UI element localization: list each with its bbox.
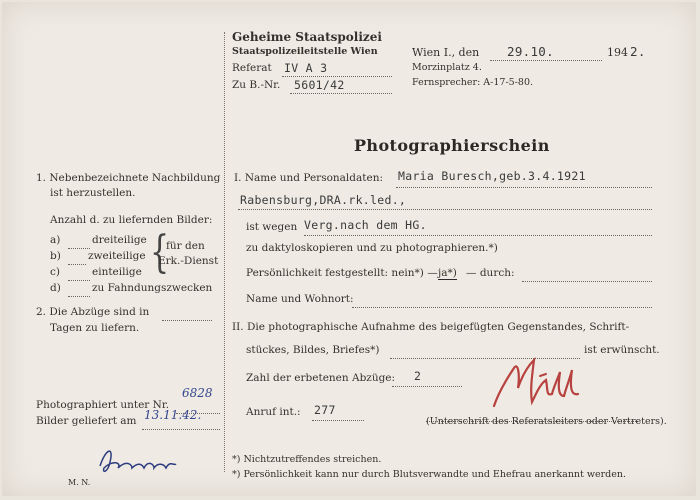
mn-mark: M. N.: [68, 478, 91, 487]
year-digit: 2.: [630, 44, 646, 59]
form-title: Photographierschein: [354, 136, 550, 155]
right-item2-line2a: stückes, Bildes, Briefes*): [246, 344, 380, 356]
option-b-label: zweiteilige: [88, 250, 146, 262]
option-c-letter: c): [50, 266, 60, 278]
identity-dots: [522, 267, 652, 286]
bnr-value: 5601/42: [294, 78, 345, 92]
agency-name: Geheime Staatspolizei: [232, 30, 382, 44]
option-b-letter: b): [50, 250, 61, 262]
left-item1-line1: 1. Nebenbezeichnete Nachbildung: [36, 172, 221, 184]
left-item2-line2: Tagen zu liefern.: [50, 322, 140, 334]
copies-dots: [392, 372, 462, 391]
bnr-label: Zu B.-Nr.: [232, 79, 281, 91]
delivered-label: Bilder geliefert am: [36, 415, 137, 427]
brace-label-1: für den: [166, 240, 205, 252]
red-signature-image: [488, 354, 598, 414]
option-a-label: dreiteilige: [92, 234, 147, 246]
photographed-value: 6828: [182, 386, 213, 400]
right-item1-label: I. Name und Personaldaten:: [234, 172, 383, 184]
referat-value: IV A 3: [284, 61, 328, 75]
option-d-label: zu Fahndungszwecken: [92, 282, 213, 294]
item1-line2-dots: [238, 195, 652, 214]
option-d-letter: d): [50, 282, 61, 294]
copies-value: 2: [414, 369, 422, 383]
left-item2-dots: [162, 306, 212, 325]
call-value: 277: [314, 403, 336, 417]
option-c-label: einteilige: [92, 266, 142, 278]
brace-label-2: Erk.-Dienst: [158, 255, 219, 267]
referat-label: Referat: [232, 62, 272, 74]
office-phone: Fernsprecher: A-17-5-80.: [412, 77, 534, 88]
right-item2-line2b: ist erwünscht.: [584, 344, 660, 356]
footnote-2: *) Persönlichkeit kann nur durch Blutsverwandte und Ehefrau anerkannt werden.: [232, 469, 627, 480]
count-heading: Anzahl d. zu liefernden Bilder:: [50, 214, 213, 226]
date-value: 29.10.: [507, 44, 554, 59]
left-item2-line1: 2. Die Abzüge sind in: [36, 306, 150, 318]
wegen-value: Verg.nach dem HG.: [304, 218, 427, 232]
brace-icon: {: [150, 227, 170, 279]
call-label: Anruf int.:: [246, 406, 301, 418]
office-address: Morzinplatz 4.: [412, 62, 482, 73]
name-address-label: Name und Wohnort:: [246, 293, 354, 305]
signature-caption: (Unterschrift des Referatsleiters oder Vertreters).: [426, 416, 667, 427]
identity-label: Persönlichkeit festgestellt: nein*) —: [246, 267, 438, 279]
column-divider: [224, 32, 225, 472]
footnote-1: *) Nichtzutreffendes streichen.: [232, 454, 382, 465]
copies-label: Zahl der erbetenen Abzüge:: [246, 372, 396, 384]
name-address-dots: [352, 293, 652, 312]
right-item2-line1: II. Die photographische Aufnahme des beigefügten Gegenstandes, Schrift-: [232, 321, 630, 333]
photographed-label: Photographiert unter Nr.: [36, 399, 170, 411]
option-a-letter: a): [50, 234, 61, 246]
person-name-value: Maria Buresch,geb.3.4.1921: [398, 169, 586, 183]
place-label: Wien I., den: [412, 46, 480, 59]
wegen-label: ist wegen: [246, 221, 298, 233]
purpose-text: zu daktyloskopieren und zu photographieren.*): [246, 242, 498, 254]
year-prefix: 194: [607, 46, 628, 59]
left-signature-image: [92, 442, 182, 478]
bnr-dots: [290, 79, 392, 98]
delivered-value: 13.11.42.: [144, 408, 202, 422]
identity-rest: — durch:: [466, 267, 515, 279]
document-sheet: [2, 2, 696, 496]
person-data-value: Rabensburg,DRA.rk.led.,: [240, 193, 407, 207]
office-name: Staatspolizeileitstelle Wien: [232, 46, 378, 57]
option-d-dots: [68, 282, 90, 301]
identity-ja: ja*): [438, 267, 457, 279]
left-item1-line2: ist herzustellen.: [50, 187, 136, 199]
